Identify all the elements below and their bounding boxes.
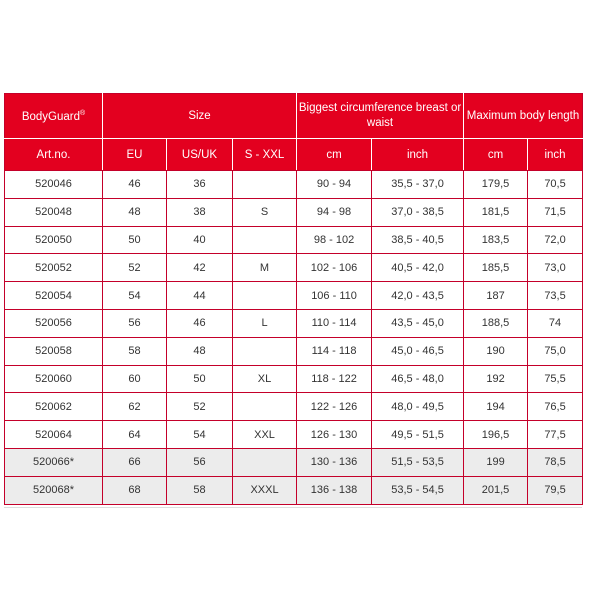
us-uk-cell: 48 <box>167 337 233 365</box>
table-row <box>5 198 583 226</box>
length-inch-cell: 73,5 <box>528 282 583 310</box>
circ-inch-cell: 45,0 - 46,5 <box>372 337 464 365</box>
length-inch-cell: 73,0 <box>528 254 583 282</box>
eu-cell: 50 <box>103 226 167 254</box>
length-inch-cell: 72,0 <box>528 226 583 254</box>
letter-size-cell <box>233 448 297 476</box>
eu-cell: 46 <box>103 171 167 199</box>
size-header: Size <box>103 94 297 139</box>
length-cm-cell: 192 <box>464 365 528 393</box>
circ-inch-cell: 42,0 - 43,5 <box>372 282 464 310</box>
length-inch-cell: 75,0 <box>528 337 583 365</box>
table-row <box>5 171 583 199</box>
col-length-inch: inch <box>528 139 583 171</box>
eu-cell: 66 <box>103 448 167 476</box>
length-inch-cell: 75,5 <box>528 365 583 393</box>
letter-size-cell: M <box>233 254 297 282</box>
length-inch-cell: 79,5 <box>528 476 583 504</box>
length-cm-cell: 179,5 <box>464 171 528 199</box>
us-uk-cell: 42 <box>167 254 233 282</box>
length-inch-cell: 77,5 <box>528 421 583 449</box>
col-circ-inch: inch <box>372 139 464 171</box>
footer-divider <box>4 507 582 508</box>
circ-inch-cell: 49,5 - 51,5 <box>372 421 464 449</box>
us-uk-cell: 58 <box>167 476 233 504</box>
circ-cm-cell: 106 - 110 <box>297 282 372 310</box>
art-no-cell: 520064 <box>5 421 103 449</box>
circ-cm-cell: 98 - 102 <box>297 226 372 254</box>
table-row <box>5 393 583 421</box>
us-uk-cell: 46 <box>167 309 233 337</box>
table-row <box>5 254 583 282</box>
art-no-cell: 520058 <box>5 337 103 365</box>
us-uk-cell: 38 <box>167 198 233 226</box>
art-no-cell: 520050 <box>5 226 103 254</box>
letter-size-cell: L <box>233 309 297 337</box>
us-uk-cell: 40 <box>167 226 233 254</box>
circ-cm-cell: 90 - 94 <box>297 171 372 199</box>
circ-inch-cell: 35,5 - 37,0 <box>372 171 464 199</box>
table-row <box>5 365 583 393</box>
art-no-cell: 520060 <box>5 365 103 393</box>
length-cm-cell: 187 <box>464 282 528 310</box>
length-inch-cell: 71,5 <box>528 198 583 226</box>
art-no-cell: 520056 <box>5 309 103 337</box>
circ-cm-cell: 94 - 98 <box>297 198 372 226</box>
eu-cell: 62 <box>103 393 167 421</box>
eu-cell: 48 <box>103 198 167 226</box>
col-art-no: Art.no. <box>5 139 103 171</box>
length-inch-cell: 74 <box>528 309 583 337</box>
us-uk-cell: 56 <box>167 448 233 476</box>
circ-inch-cell: 48,0 - 49,5 <box>372 393 464 421</box>
art-no-cell: 520062 <box>5 393 103 421</box>
circ-cm-cell: 122 - 126 <box>297 393 372 421</box>
table-row <box>5 448 583 476</box>
circ-inch-cell: 46,5 - 48,0 <box>372 365 464 393</box>
letter-size-cell <box>233 337 297 365</box>
table-row <box>5 421 583 449</box>
us-uk-cell: 44 <box>167 282 233 310</box>
length-inch-cell: 70,5 <box>528 171 583 199</box>
circ-inch-cell: 37,0 - 38,5 <box>372 198 464 226</box>
table-row <box>5 309 583 337</box>
letter-size-cell: XXXL <box>233 476 297 504</box>
eu-cell: 52 <box>103 254 167 282</box>
circ-cm-cell: 136 - 138 <box>297 476 372 504</box>
length-cm-cell: 188,5 <box>464 309 528 337</box>
circ-cm-cell: 118 - 122 <box>297 365 372 393</box>
length-cm-cell: 201,5 <box>464 476 528 504</box>
us-uk-cell: 54 <box>167 421 233 449</box>
circ-inch-cell: 51,5 - 53,5 <box>372 448 464 476</box>
eu-cell: 58 <box>103 337 167 365</box>
registered-mark: ® <box>80 109 86 117</box>
art-no-cell: 520052 <box>5 254 103 282</box>
length-cm-cell: 183,5 <box>464 226 528 254</box>
letter-size-cell <box>233 171 297 199</box>
eu-cell: 64 <box>103 421 167 449</box>
col-eu: EU <box>103 139 167 171</box>
brand-header <box>5 94 103 139</box>
circ-cm-cell: 114 - 118 <box>297 337 372 365</box>
circ-inch-cell: 38,5 - 40,5 <box>372 226 464 254</box>
art-no-cell: 520046 <box>5 171 103 199</box>
eu-cell: 68 <box>103 476 167 504</box>
table-row <box>5 337 583 365</box>
circ-cm-cell: 126 - 130 <box>297 421 372 449</box>
col-s-xxl: S - XXL <box>233 139 297 171</box>
circ-inch-cell: 53,5 - 54,5 <box>372 476 464 504</box>
circ-cm-cell: 102 - 106 <box>297 254 372 282</box>
letter-size-cell <box>233 282 297 310</box>
circumference-header: Biggest circumference breast or waist <box>297 94 464 139</box>
brand-name: BodyGuard <box>21 110 80 123</box>
length-inch-cell: 78,5 <box>528 448 583 476</box>
circ-cm-cell: 130 - 136 <box>297 448 372 476</box>
table-row <box>5 226 583 254</box>
us-uk-cell: 36 <box>167 171 233 199</box>
letter-size-cell: S <box>233 198 297 226</box>
table-row <box>5 282 583 310</box>
length-cm-cell: 199 <box>464 448 528 476</box>
length-cm-cell: 196,5 <box>464 421 528 449</box>
length-cm-cell: 194 <box>464 393 528 421</box>
eu-cell: 54 <box>103 282 167 310</box>
circ-inch-cell: 43,5 - 45,0 <box>372 309 464 337</box>
length-header: Maximum body length <box>464 94 583 139</box>
size-chart-table <box>4 93 583 505</box>
eu-cell: 56 <box>103 309 167 337</box>
length-cm-cell: 181,5 <box>464 198 528 226</box>
eu-cell: 60 <box>103 365 167 393</box>
letter-size-cell: XXL <box>233 421 297 449</box>
length-cm-cell: 185,5 <box>464 254 528 282</box>
table-row <box>5 476 583 504</box>
us-uk-cell: 50 <box>167 365 233 393</box>
table-body <box>5 171 583 505</box>
art-no-cell: 520066* <box>5 448 103 476</box>
length-cm-cell: 190 <box>464 337 528 365</box>
circ-inch-cell: 40,5 - 42,0 <box>372 254 464 282</box>
art-no-cell: 520054 <box>5 282 103 310</box>
letter-size-cell <box>233 393 297 421</box>
circ-cm-cell: 110 - 114 <box>297 309 372 337</box>
col-length-cm: cm <box>464 139 528 171</box>
art-no-cell: 520048 <box>5 198 103 226</box>
col-circ-cm: cm <box>297 139 372 171</box>
letter-size-cell <box>233 226 297 254</box>
letter-size-cell: XL <box>233 365 297 393</box>
length-inch-cell: 76,5 <box>528 393 583 421</box>
us-uk-cell: 52 <box>167 393 233 421</box>
art-no-cell: 520068* <box>5 476 103 504</box>
col-us-uk: US/UK <box>167 139 233 171</box>
